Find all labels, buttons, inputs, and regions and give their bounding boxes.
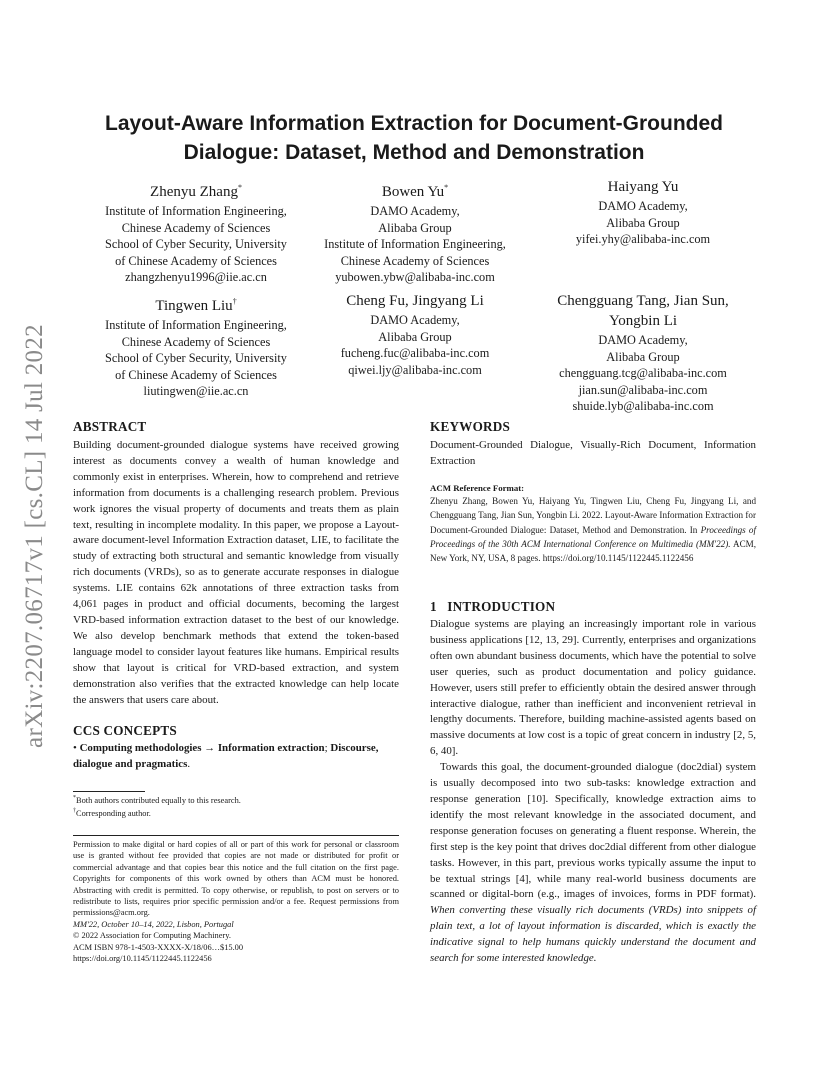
affiliation-line: Institute of Information Engineering, [324, 237, 506, 251]
author-block-6 [530, 292, 756, 415]
footnotes [73, 793, 399, 819]
ccs-heading: CCS CONCEPTS [73, 723, 177, 738]
author-block-1 [73, 178, 319, 286]
arxiv-stamp [10, 296, 54, 776]
permission-venue: MM'22, October 10–14, 2022, Lisbon, Portugal [73, 919, 234, 929]
footnote-mark: * [73, 795, 76, 801]
author-block-2 [300, 178, 530, 286]
affiliation-line: Institute of Information Engineering, [105, 204, 287, 218]
intro-body [430, 617, 756, 967]
author-email: fucheng.fuc@alibaba-inc.com [340, 346, 490, 360]
permission-text: Permission to make digital or hard copies of all or part of this work for personal or classroom use is granted without fee provided that copies are not made or distributed for profit or commercial advantage and that copies bear this notice and the full citation on the first page. Copyrights for components of this work owned by others than ACM must be honored. Abstracting with credit is permitted. To copy otherwise, or republish, to post on servers or to redistribute to lists, requires prior specific permission and/or a fee. Request permissions from permissions@acm.org. [73, 840, 399, 918]
permission-copyright: © 2022 Association for Computing Machinery. [73, 931, 231, 941]
intro-title: INTRODUCTION [447, 599, 556, 614]
affiliation-line: Alibaba Group [378, 329, 452, 344]
author-mark: * [444, 183, 449, 192]
author-name: Cheng Fu, Jingyang Li [346, 293, 484, 309]
author-email: jian.sun@alibaba-inc.com [578, 382, 708, 397]
paper-title [40, 109, 788, 167]
intro-paragraph-1: Dialogue systems are playing an increasingly important role in various business applications [12, 13, 29]. Currently, enterprises and organizations often own abundant business documents, which have the potential to solve user queries, such as product documentation and policy guidance. However, users still prefer to efficiently obtain the desired answer through interactive dialogue, rather than inefficient and inconvenient retrieval in lengthy documents. Therefore, building machine-assisted agents based on massive documents at low cost is a topic of great concern in industry [2, 5, 6, 40]. [430, 618, 756, 758]
footnote-corresponding: †Corresponding author. [73, 808, 151, 818]
abstract-heading: ABSTRACT [73, 419, 147, 434]
permission-divider [73, 835, 399, 836]
affiliation-line: DAMO Academy, [598, 199, 688, 213]
affiliation-line: of Chinese Academy of Sciences [115, 367, 277, 382]
permission-block [73, 839, 399, 964]
affiliation-line: School of Cyber Security, University [105, 351, 287, 365]
author-email: zhangzhenyu1996@iie.ac.cn [125, 270, 267, 284]
author-mark: † [232, 297, 237, 306]
affiliation-line: Chinese Academy of Sciences [121, 334, 271, 349]
affiliation-line: Institute of Information Engineering, [105, 318, 287, 332]
affiliation-line: Chinese Academy of Sciences [340, 253, 490, 268]
author-block-3 [530, 178, 756, 248]
author-mark: * [237, 183, 242, 192]
paper-title-line1: Layout-Aware Information Extraction for Document-Grounded [105, 112, 723, 135]
affiliation-line: DAMO Academy, [370, 204, 460, 218]
ccs-end: . [187, 757, 191, 770]
affiliation-line: School of Cyber Security, University [105, 237, 287, 251]
affiliation-line: of Chinese Academy of Sciences [115, 253, 277, 268]
author-name: Haiyang Yu [607, 179, 679, 195]
ccs-bullet: • [73, 742, 77, 754]
abstract-text: Building document-grounded dialogue systems have received growing interest as documents convey a wealth of human knowledge and commonly exist in enterprises. Wherein, how to comprehend and retrieve information from documents is a challenging research problem. Previous work ignores the visual property of documents and treats them as plain text, resulting in incomplete modality. In this paper, we propose a Layout-aware document-level Information Extraction dataset, LIE, to facilitate the study of extracting both structural and semantic knowledge from visually rich documents (VRDs), so as to generate accurate responses in dialogue systems. LIE contains 62k annotations of three extraction tasks from 4,061 pages in product and official documents, becoming the largest VRD-based information extraction dataset to the best of our knowledge. We also develop benchmark methods that extend the token-based language model to consider layout features like humans. Empirical results show that layout is critical for VRD-based extraction, and system demonstration also verifies that the extracted knowledge can help locate the answers that users care about. [73, 439, 399, 706]
author-email: shuide.lyb@alibaba-inc.com [572, 399, 714, 413]
keywords-heading: KEYWORDS [430, 419, 511, 434]
author-block-5 [300, 292, 530, 378]
affiliation-line: DAMO Academy, [598, 333, 688, 347]
ccs-separator: ; [324, 742, 331, 754]
author-name-cont: Yongbin Li [608, 313, 678, 329]
footnote-divider [73, 791, 145, 792]
permission-doi[interactable]: https://doi.org/10.1145/1122445.1122456 [73, 954, 212, 964]
author-block-4 [73, 292, 319, 400]
acm-ref-text: Zhenyu Zhang, Bowen Yu, Haiyang Yu, Tingwen Liu, Cheng Fu, Jingyang Li, and Chengguang Tang, Jian Sun, Yongbin Li. 2022. Layout-Aware Information Extraction for Document-Grounded Dialogue: Dataset, Method and Demonstration. In Proceedings of Proceedings of the 30th ACM International Conference on Multimedia (MM'22). ACM, New York, NY, USA, 8 pages. https://doi.org/10.1145/1122445.1122456 [430, 496, 756, 564]
affiliation-line: Alibaba Group [606, 349, 680, 364]
intro-heading [430, 599, 555, 615]
intro-number: 1 [430, 599, 437, 614]
affiliation-line: Alibaba Group [378, 220, 452, 235]
ccs-concept-2: Discourse, dialogue and pragmatics [73, 742, 379, 770]
author-name: Bowen Yu [381, 184, 445, 200]
acm-ref-heading: ACM Reference Format: [430, 483, 525, 493]
ccs-text [73, 741, 399, 773]
author-name: Zhenyu Zhang [150, 184, 238, 200]
paper-title-line2: Dialogue: Dataset, Method and Demonstration [183, 141, 645, 164]
footnote-mark: † [73, 808, 76, 815]
author-email: qiwei.ljy@alibaba-inc.com [348, 362, 482, 377]
author-email: chengguang.tcg@alibaba-inc.com [559, 366, 727, 380]
keywords-text: Document-Grounded Dialogue, Visually-Rich Document, Information Extraction [430, 439, 756, 467]
affiliation-line: Chinese Academy of Sciences [121, 220, 271, 235]
author-name: Chengguang Tang, Jian Sun, [557, 293, 729, 309]
footnote-equal: *Both authors contributed equally to this research. [73, 795, 241, 805]
arxiv-stamp-text: arXiv:2207.06717v1 [cs.CL] 14 Jul 2022 [21, 324, 48, 748]
author-email: yubowen.ybw@alibaba-inc.com [335, 270, 495, 284]
author-email: yifei.yhy@alibaba-inc.com [575, 232, 711, 246]
affiliation-line: Alibaba Group [606, 215, 680, 230]
author-name: Tingwen Liu [155, 298, 233, 314]
affiliation-line: DAMO Academy, [370, 313, 460, 327]
intro-paragraph-2: Towards this goal, the document-grounded dialogue (doc2dial) system is usually decomposed into two sub-tasks: knowledge extraction and response generation [10]. Specifically, knowledge extraction aims to identify the most relevant knowledge in the associated document, and response generation focuses on generating a fluent response. Wherein, the first step is the key point that drives doc2dial different from other dialogue tasks. However, in this part, previous works typically assume the input to be textual strings [4], while many real-world business documents are scanned or digital-born (e.g., images of invoices, forms in PDF format). When converting these visually rich documents (VRDs) into snippets of plain text, a lot of layout information is discarded, which is exactly the indicative signal to help humans quickly understand the document and search for some interested knowledge. [430, 761, 756, 965]
permission-isbn: ACM ISBN 978-1-4503-XXXX-X/18/06…$15.00 [73, 942, 244, 952]
author-email: liutingwen@iie.ac.cn [143, 384, 249, 398]
ccs-concept-1: Computing methodologies → Information extraction [79, 742, 325, 754]
